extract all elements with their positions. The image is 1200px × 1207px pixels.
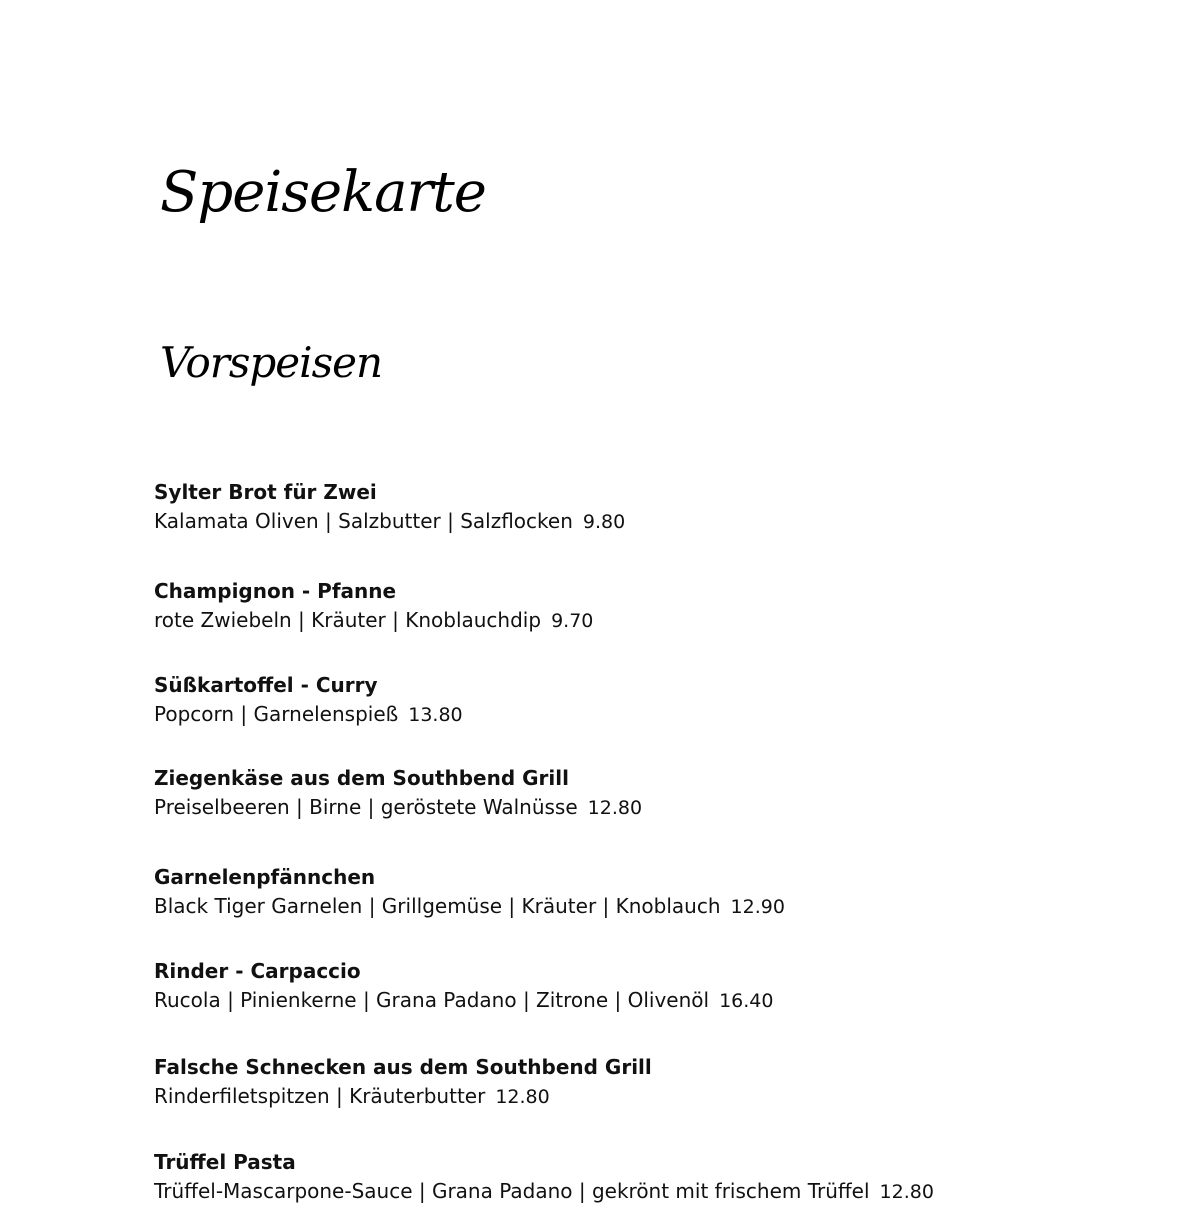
menu-item-description-line <box>154 506 1194 537</box>
menu-item <box>154 577 1194 636</box>
menu-item-name: Rinder - Carpaccio <box>154 959 361 983</box>
menu-title: Speisekarte <box>160 160 486 225</box>
menu-item <box>154 478 1194 537</box>
menu-item-description-line <box>154 699 1194 730</box>
menu-item-description: Preiselbeeren | Birne | geröstete Walnüsse <box>154 795 578 819</box>
menu-item-description: Popcorn | Garnelenspieß <box>154 702 399 726</box>
menu-item-price: 12.80 <box>879 1181 934 1203</box>
menu-item-description-line <box>154 605 1194 636</box>
menu-item-price: 13.80 <box>408 704 463 726</box>
menu-item-price: 9.70 <box>551 610 594 632</box>
menu-item-description: rote Zwiebeln | Kräuter | Knoblauchdip <box>154 608 542 632</box>
menu-item-price: 12.80 <box>587 797 643 819</box>
menu-item-description-line <box>154 1081 1194 1112</box>
menu-item-name: Garnelenpfännchen <box>154 865 376 889</box>
menu-item <box>154 863 1194 922</box>
menu-item-price: 16.40 <box>719 990 774 1012</box>
menu-item-name: Ziegenkäse aus dem Southbend Grill <box>154 766 569 790</box>
menu-item-name: Sylter Brot für Zwei <box>154 480 377 504</box>
menu-item <box>154 764 1194 823</box>
menu-item-description: Trüffel-Mascarpone-Sauce | Grana Padano | gekrönt mit frischem Trüffel <box>154 1179 870 1203</box>
menu-item-description: Rucola | Pinienkerne | Grana Padano | Zitrone | Olivenöl <box>154 988 710 1012</box>
menu-item-name: Champignon - Pfanne <box>154 579 397 603</box>
menu-item-name: Falsche Schnecken aus dem Southbend Grill <box>154 1055 652 1079</box>
menu-item-description-line <box>154 1176 1194 1207</box>
menu-item-price: 9.80 <box>582 511 626 533</box>
menu-item-name: Süßkartoffel - Curry <box>154 673 378 697</box>
menu-item <box>154 671 1194 730</box>
menu-item-price: 12.90 <box>730 896 785 918</box>
menu-item <box>154 957 1194 1016</box>
menu-item-description: Rinderfiletspitzen | Kräuterbutter <box>154 1084 486 1108</box>
menu-item-description: Black Tiger Garnelen | Grillgemüse | Kräuter | Knoblauch <box>154 894 721 918</box>
menu-item-description-line <box>154 985 1194 1016</box>
menu-item-description-line <box>154 792 1194 823</box>
menu-item-description: Kalamata Oliven | Salzbutter | Salzflocken <box>154 509 573 533</box>
menu-item <box>154 1053 1194 1112</box>
menu-item-name: Trüffel Pasta <box>154 1150 296 1174</box>
menu-item <box>154 1148 1194 1207</box>
menu-item-description-line <box>154 891 1194 922</box>
section-title-vorspeisen: Vorspeisen <box>160 338 383 387</box>
menu-item-price: 12.80 <box>495 1086 550 1108</box>
